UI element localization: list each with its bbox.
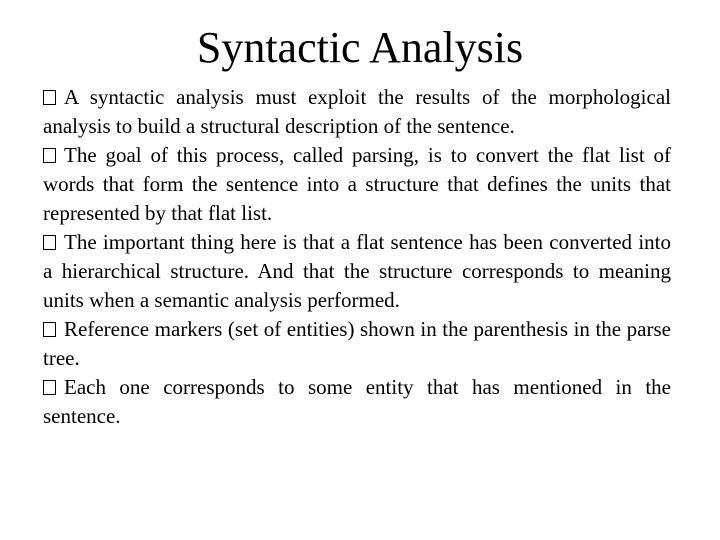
bullet-item [43, 83, 671, 141]
box-bullet-icon [43, 380, 56, 395]
bullet-item [43, 228, 671, 315]
bullet-text: Reference markers (set of entities) shown in the parenthesis in the parse tree. [43, 317, 671, 370]
box-bullet-icon [43, 235, 56, 250]
box-bullet-icon [43, 148, 56, 163]
bullet-item [43, 141, 671, 228]
bullet-item [43, 373, 671, 431]
box-bullet-icon [43, 322, 56, 337]
bullet-item [43, 315, 671, 373]
box-bullet-icon [43, 90, 56, 105]
slide-title: Syntactic Analysis [196, 23, 524, 72]
bullet-text: The important thing here is that a flat sentence has been converted into a hierarchical structure. And that the structure corresponds to meaning units when a semantic analysis performed. [43, 230, 671, 312]
bullet-list [43, 83, 671, 431]
bullet-text: Each one corresponds to some entity that has mentioned in the sentence. [43, 375, 671, 428]
bullet-text: A syntactic analysis must exploit the results of the morphological analysis to build a structural description of the sentence. [43, 85, 671, 138]
bullet-text: The goal of this process, called parsing, is to convert the flat list of words that form the sentence into a structure that defines the units that represented by that flat list. [43, 143, 671, 225]
